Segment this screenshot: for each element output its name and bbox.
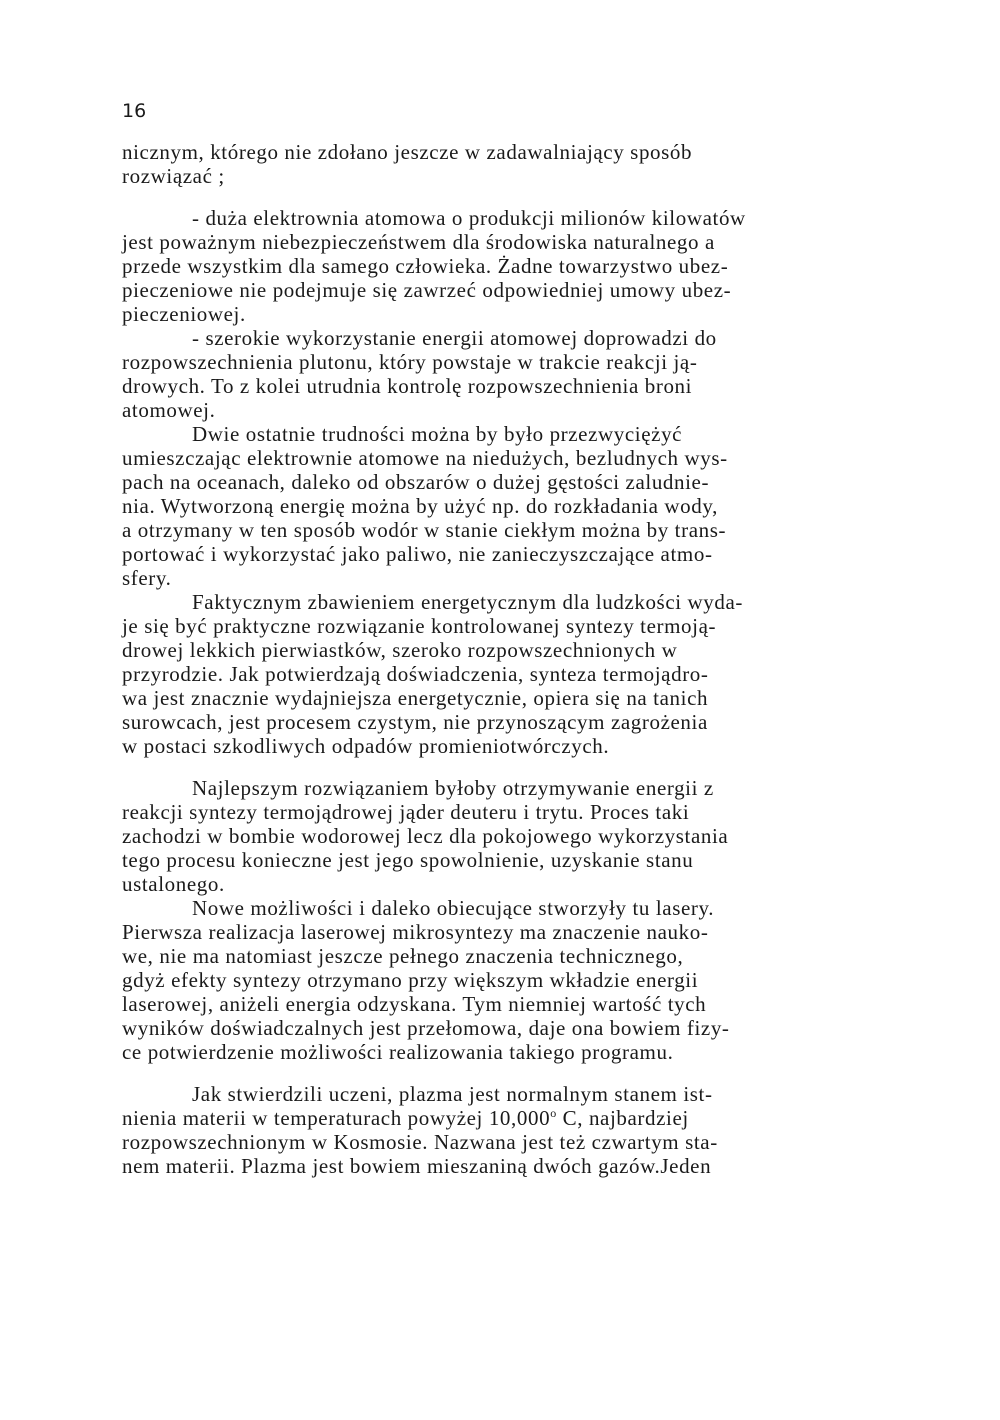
text-line-content: drowych. To z kolei utrudnia kontrolę rozpowszechnienia broni: [122, 374, 693, 398]
text-line-content: zachodzi w bombie wodorowej lecz dla pokojowego wykorzystania: [122, 824, 729, 848]
text-line: [122, 470, 882, 494]
text-line-content: surowcach, jest procesem czystym, nie przynoszącym zagrożenia: [122, 710, 708, 734]
paragraph-gap: [122, 758, 882, 776]
text-line-content: rozwiązać ;: [122, 164, 225, 188]
text-line-content: przede wszystkim dla samego człowieka. Żadne towarzystwo ubez-: [122, 254, 729, 278]
text-line: [122, 1106, 882, 1130]
text-line: [122, 968, 882, 992]
text-line-content: - szerokie wykorzystanie energii atomowej doprowadzi do: [192, 326, 717, 350]
text-line-content: je się być praktyczne rozwiązanie kontrolowanej syntezy termoją-: [122, 614, 717, 638]
text-line: [122, 278, 882, 302]
text-line: [122, 1040, 882, 1064]
text-line-content: wyników doświadczalnych jest przełomowa, daje ona bowiem fizy-: [122, 1016, 730, 1040]
text-line-content: ustalonego.: [122, 872, 225, 896]
text-line-content: nia. Wytworzoną energię można by użyć np. do rozkładania wody,: [122, 494, 718, 518]
text-line: [122, 542, 882, 566]
text-line: [122, 350, 882, 374]
text-line-content: w postaci szkodliwych odpadów promieniotwórczych.: [122, 734, 610, 758]
text-line-content: reakcji syntezy termojądrowej jąder deuteru i trytu. Proces taki: [122, 800, 690, 824]
text-line: [122, 326, 882, 350]
text-line-content: we, nie ma natomiast jeszcze pełnego znaczenia technicznego,: [122, 944, 684, 968]
text-line-content: pieczeniowe nie podejmuje się zawrzeć odpowiedniej umowy ubez-: [122, 278, 732, 302]
text-line: [122, 896, 882, 920]
text-line: [122, 230, 882, 254]
text-line: [122, 398, 882, 422]
text-line-content: wa jest znacznie wydajniejsza energetycznie, opiera się na tanich: [122, 686, 709, 710]
text-line: [122, 590, 882, 614]
text-line: [122, 566, 882, 590]
text-line-content: ce potwierdzenie możliwości realizowania takiego programu.: [122, 1040, 674, 1064]
text-line-continuation: C, najbardziej: [556, 1106, 689, 1130]
text-line-content: umieszczając elektrownie atomowe na niedużych, bezludnych wys-: [122, 446, 728, 470]
text-line: [122, 422, 882, 446]
text-line: [122, 1130, 882, 1154]
text-line-content: Dwie ostatnie trudności można by było przezwyciężyć: [192, 422, 683, 446]
text-line-content: rozpowszechnionym w Kosmosie. Nazwana jest też czwartym sta-: [122, 1130, 718, 1154]
text-line-content: pach na oceanach, daleko od obszarów o dużej gęstości zaludnie-: [122, 470, 710, 494]
text-line: [122, 824, 882, 848]
text-line-content: Nowe możliwości i daleko obiecujące stworzyły tu lasery.: [192, 896, 715, 920]
text-line: [122, 848, 882, 872]
text-line: [122, 1082, 882, 1106]
text-line: [122, 140, 882, 164]
paragraph-gap: [122, 1064, 882, 1082]
text-line: [122, 920, 882, 944]
text-line: [122, 374, 882, 398]
text-line: [122, 686, 882, 710]
text-line: [122, 614, 882, 638]
text-line-content: nienia materii w temperaturach powyżej 10,000: [122, 1106, 551, 1130]
text-line: [122, 638, 882, 662]
text-line: [122, 302, 882, 326]
text-line-content: drowej lekkich pierwiastków, szeroko rozpowszechnionych w: [122, 638, 678, 662]
text-line-content: Najlepszym rozwiązaniem byłoby otrzymywanie energii z: [192, 776, 714, 800]
text-line-content: a otrzymany w ten sposób wodór w stanie ciekłym można by trans-: [122, 518, 727, 542]
text-line-content: laserowej, aniżeli energia odzyskana. Tym niemniej wartość tych: [122, 992, 707, 1016]
text-line: [122, 518, 882, 542]
text-line-content: Faktycznym zbawieniem energetycznym dla ludzkości wyda-: [192, 590, 744, 614]
text-line-content: nicznym, którego nie zdołano jeszcze w zadawalniający sposób: [122, 140, 693, 164]
body-text: [122, 140, 882, 1178]
text-line-content: pieczeniowej.: [122, 302, 246, 326]
text-line-content: nem materii. Plazma jest bowiem mieszaniną dwóch gazów.Jeden: [122, 1154, 712, 1178]
text-line: [122, 164, 882, 188]
text-line-content: - duża elektrownia atomowa o produkcji milionów kilowatów: [192, 206, 746, 230]
text-line: [122, 776, 882, 800]
paragraph-gap: [122, 188, 882, 206]
text-line: [122, 800, 882, 824]
text-line: [122, 254, 882, 278]
text-line: [122, 734, 882, 758]
text-line-content: gdyż efekty syntezy otrzymano przy większym wkładzie energii: [122, 968, 699, 992]
page-number: 16: [122, 100, 147, 122]
text-line: [122, 1154, 882, 1178]
text-line: [122, 662, 882, 686]
text-line: [122, 992, 882, 1016]
text-line: [122, 872, 882, 896]
degree-superscript: o: [550, 1106, 557, 1120]
text-line: [122, 710, 882, 734]
text-line-content: jest poważnym niebezpieczeństwem dla środowiska naturalnego a: [122, 230, 715, 254]
text-line: [122, 494, 882, 518]
text-line-content: Jak stwierdzili uczeni, plazma jest normalnym stanem ist-: [192, 1082, 713, 1106]
text-line-content: Pierwsza realizacja laserowej mikrosyntezy ma znaczenie nauko-: [122, 920, 709, 944]
text-line-content: przyrodzie. Jak potwierdzają doświadczenia, synteza termojądro-: [122, 662, 709, 686]
text-line: [122, 944, 882, 968]
text-line: [122, 446, 882, 470]
text-line-content: tego procesu konieczne jest jego spowolnienie, uzyskanie stanu: [122, 848, 694, 872]
text-line-content: sfery.: [122, 566, 172, 590]
text-line: [122, 1016, 882, 1040]
text-line-content: rozpowszechnienia plutonu, który powstaje w trakcie reakcji ją-: [122, 350, 698, 374]
text-line-content: portować i wykorzystać jako paliwo, nie zanieczyszczające atmo-: [122, 542, 713, 566]
text-line: [122, 206, 882, 230]
text-line-content: atomowej.: [122, 398, 216, 422]
